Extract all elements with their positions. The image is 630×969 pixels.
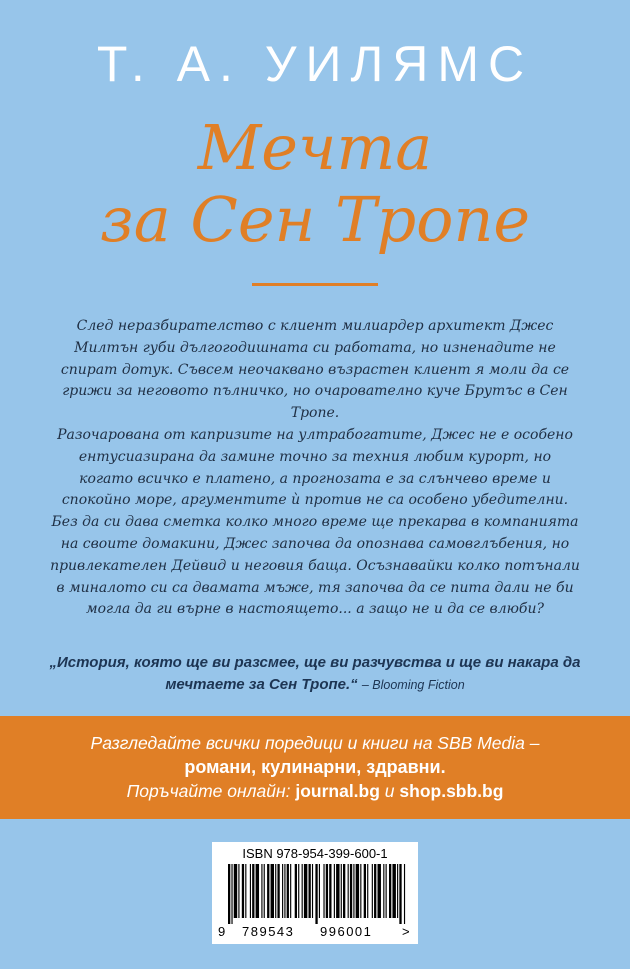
promo-line-2: романи, кулинарни, здравни. (184, 757, 446, 777)
barcode-digits-right: 996001 (320, 924, 373, 939)
title-divider (252, 283, 378, 286)
blurb-paragraph-1: След неразбирателство с клиент милиардер архитект Джес Милтън губи дългогодишната си работата, но изненадите не спират дотук. Съвсем неочаквано възрастен клиент я моли да се грижи за неговото пълничко, но очарователно куче Брутъс в Сен Тропе. (60, 318, 570, 422)
book-title-line-1: Мечта (197, 111, 433, 184)
quote-source: – Blooming Fiction (361, 678, 465, 692)
barcode-digit-first: 9 (218, 924, 226, 939)
review-quote (40, 652, 590, 696)
blurb-paragraph-2: Разочарована от капризите на ултрабогатите, Джес не е особено ентусиазирана да замине точно за техния любим курорт, но когато всичко е платено, а прогнозата е за слънчево време и спокойно море, аргументите ѝ против не са особено убедителни. (57, 426, 573, 509)
barcode-bars (226, 864, 406, 924)
promo-line-1: Разгледайте всички поредици и книги на SBB Media – (90, 733, 540, 753)
promo-order-label: Поръчайте онлайн: (126, 781, 291, 801)
blurb-paragraph-3: Без да си дава сметка колко много време ще прекарва в компанията на своите домакини, Джес започва да опознава самовглъбения, но привлекателен Дейвид и неговия баща. Осъзнавайки колко потънали в миналото си са двамата мъже, тя започва да се пита дали не би могла да ги върне в настоящето... а защо не и да се влюби? (50, 514, 580, 618)
promo-line-3 (0, 779, 630, 803)
book-blurb (50, 316, 580, 621)
barcode-digits-left: 789543 (242, 924, 295, 939)
author-name: Т. А. УИЛЯМС (96, 36, 534, 92)
barcode-marker: > (402, 924, 410, 939)
book-title-line-2: за Сен Тропе (99, 183, 531, 256)
promo-conjunction: и (384, 781, 395, 801)
promo-link-shop[interactable]: shop.sbb.bg (399, 781, 504, 801)
isbn-number: ISBN 978-954-399-600-1 (242, 846, 388, 861)
barcode-digits (212, 924, 418, 940)
quote-text: „История, която ще ви разсмее, ще ви разчувства и ще ви накара да мечтаете за Сен Тропе.“ (49, 654, 581, 693)
promo-link-journal[interactable]: journal.bg (295, 781, 380, 801)
isbn-barcode (212, 842, 418, 944)
publisher-promo-banner (0, 716, 630, 819)
